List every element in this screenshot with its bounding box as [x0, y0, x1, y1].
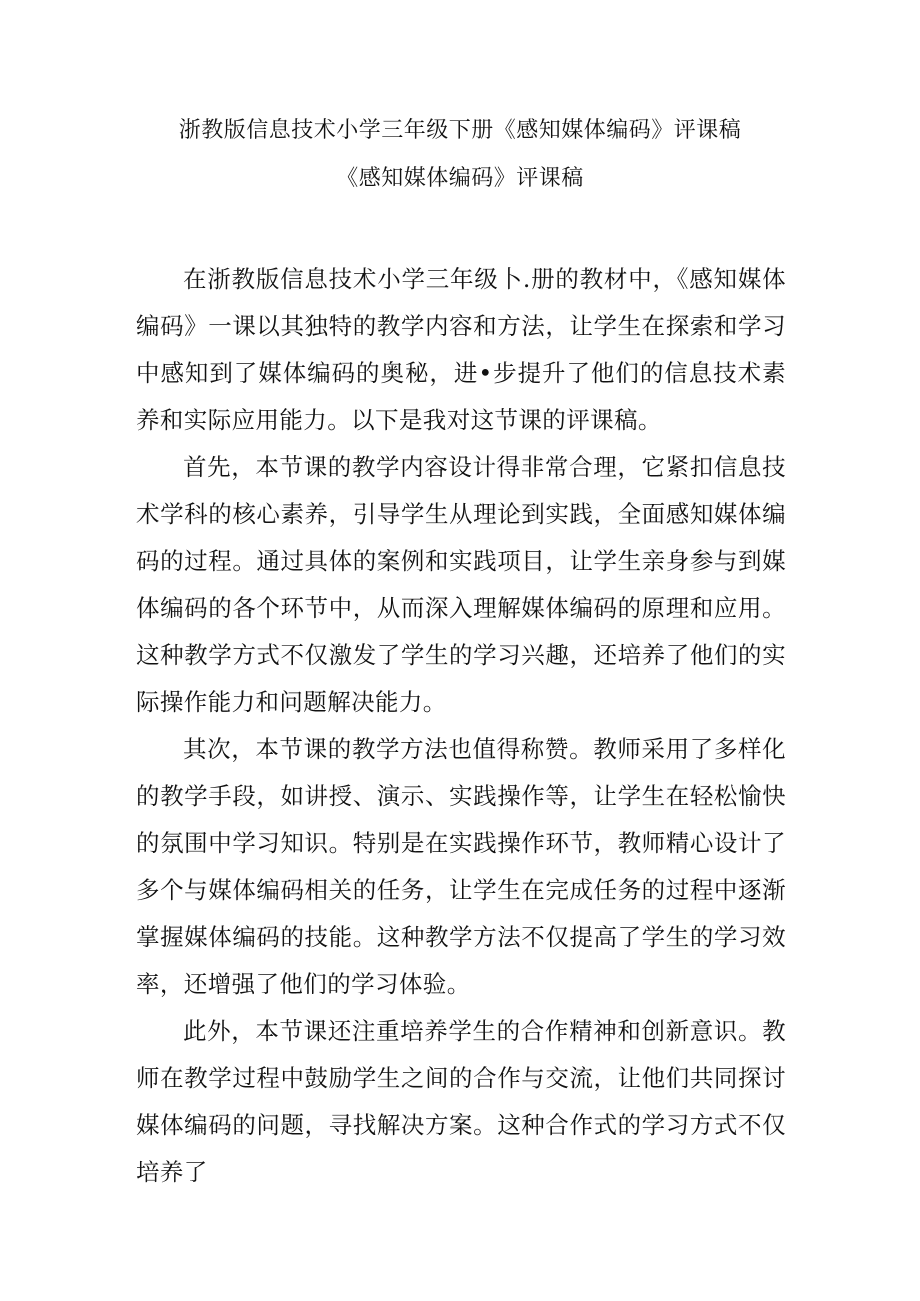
- paragraph-third: 此外，本节课还注重培养学生的合作精神和创新意识。教师在教学过程中鼓励学生之间的合作与交流，让他们共同探讨媒体编码的问题，寻找解决方案。这种合作式的学习方式不仅培养了: [136, 1017, 786, 1186]
- document-title: 浙教版信息技术小学三年级下册《感知媒体编码》评课稿: [178, 118, 742, 143]
- paragraph-first: 首先，本节课的教学内容设计得非常合理，它紧扣信息技术学科的核心素养，引导学生从理论到实践，全面感知媒体编码的过程。通过具体的案例和实践项目，让学生亲身参与到媒体编码的各个环节中，从而深入理解媒体编码的原理和应用。这种教学方式不仅激发了学生的学习兴趣，还培养了他们的实际操作能力和问题解决能力。: [136, 453, 786, 716]
- paragraph-intro: 在浙教版信息技术小学三年级卜.册的教材中，《感知媒体编码》一课以其独特的教学内容和方法，让学生在探索和学习中感知到了媒体编码的奥秘，进•步提升了他们的信息技术素养和实际应用能力。以下是我对这节课的评课稿。: [136, 265, 786, 434]
- paragraph-second: 其次，本节课的教学方法也值得称赞。教师采用了多样化的教学手段，如讲授、演示、实践操作等，让学生在轻松愉快的氛围中学习知识。特别是在实践操作环节，教师精心设计了多个与媒体编码相关的任务，让学生在完成任务的过程中逐渐掌握媒体编码的技能。这种教学方法不仅提高了学生的学习效率，还增强了他们的学习体验。: [136, 735, 786, 998]
- document-subtitle: 《感知媒体编码》评课稿: [336, 166, 584, 191]
- document-body: [136, 256, 786, 1196]
